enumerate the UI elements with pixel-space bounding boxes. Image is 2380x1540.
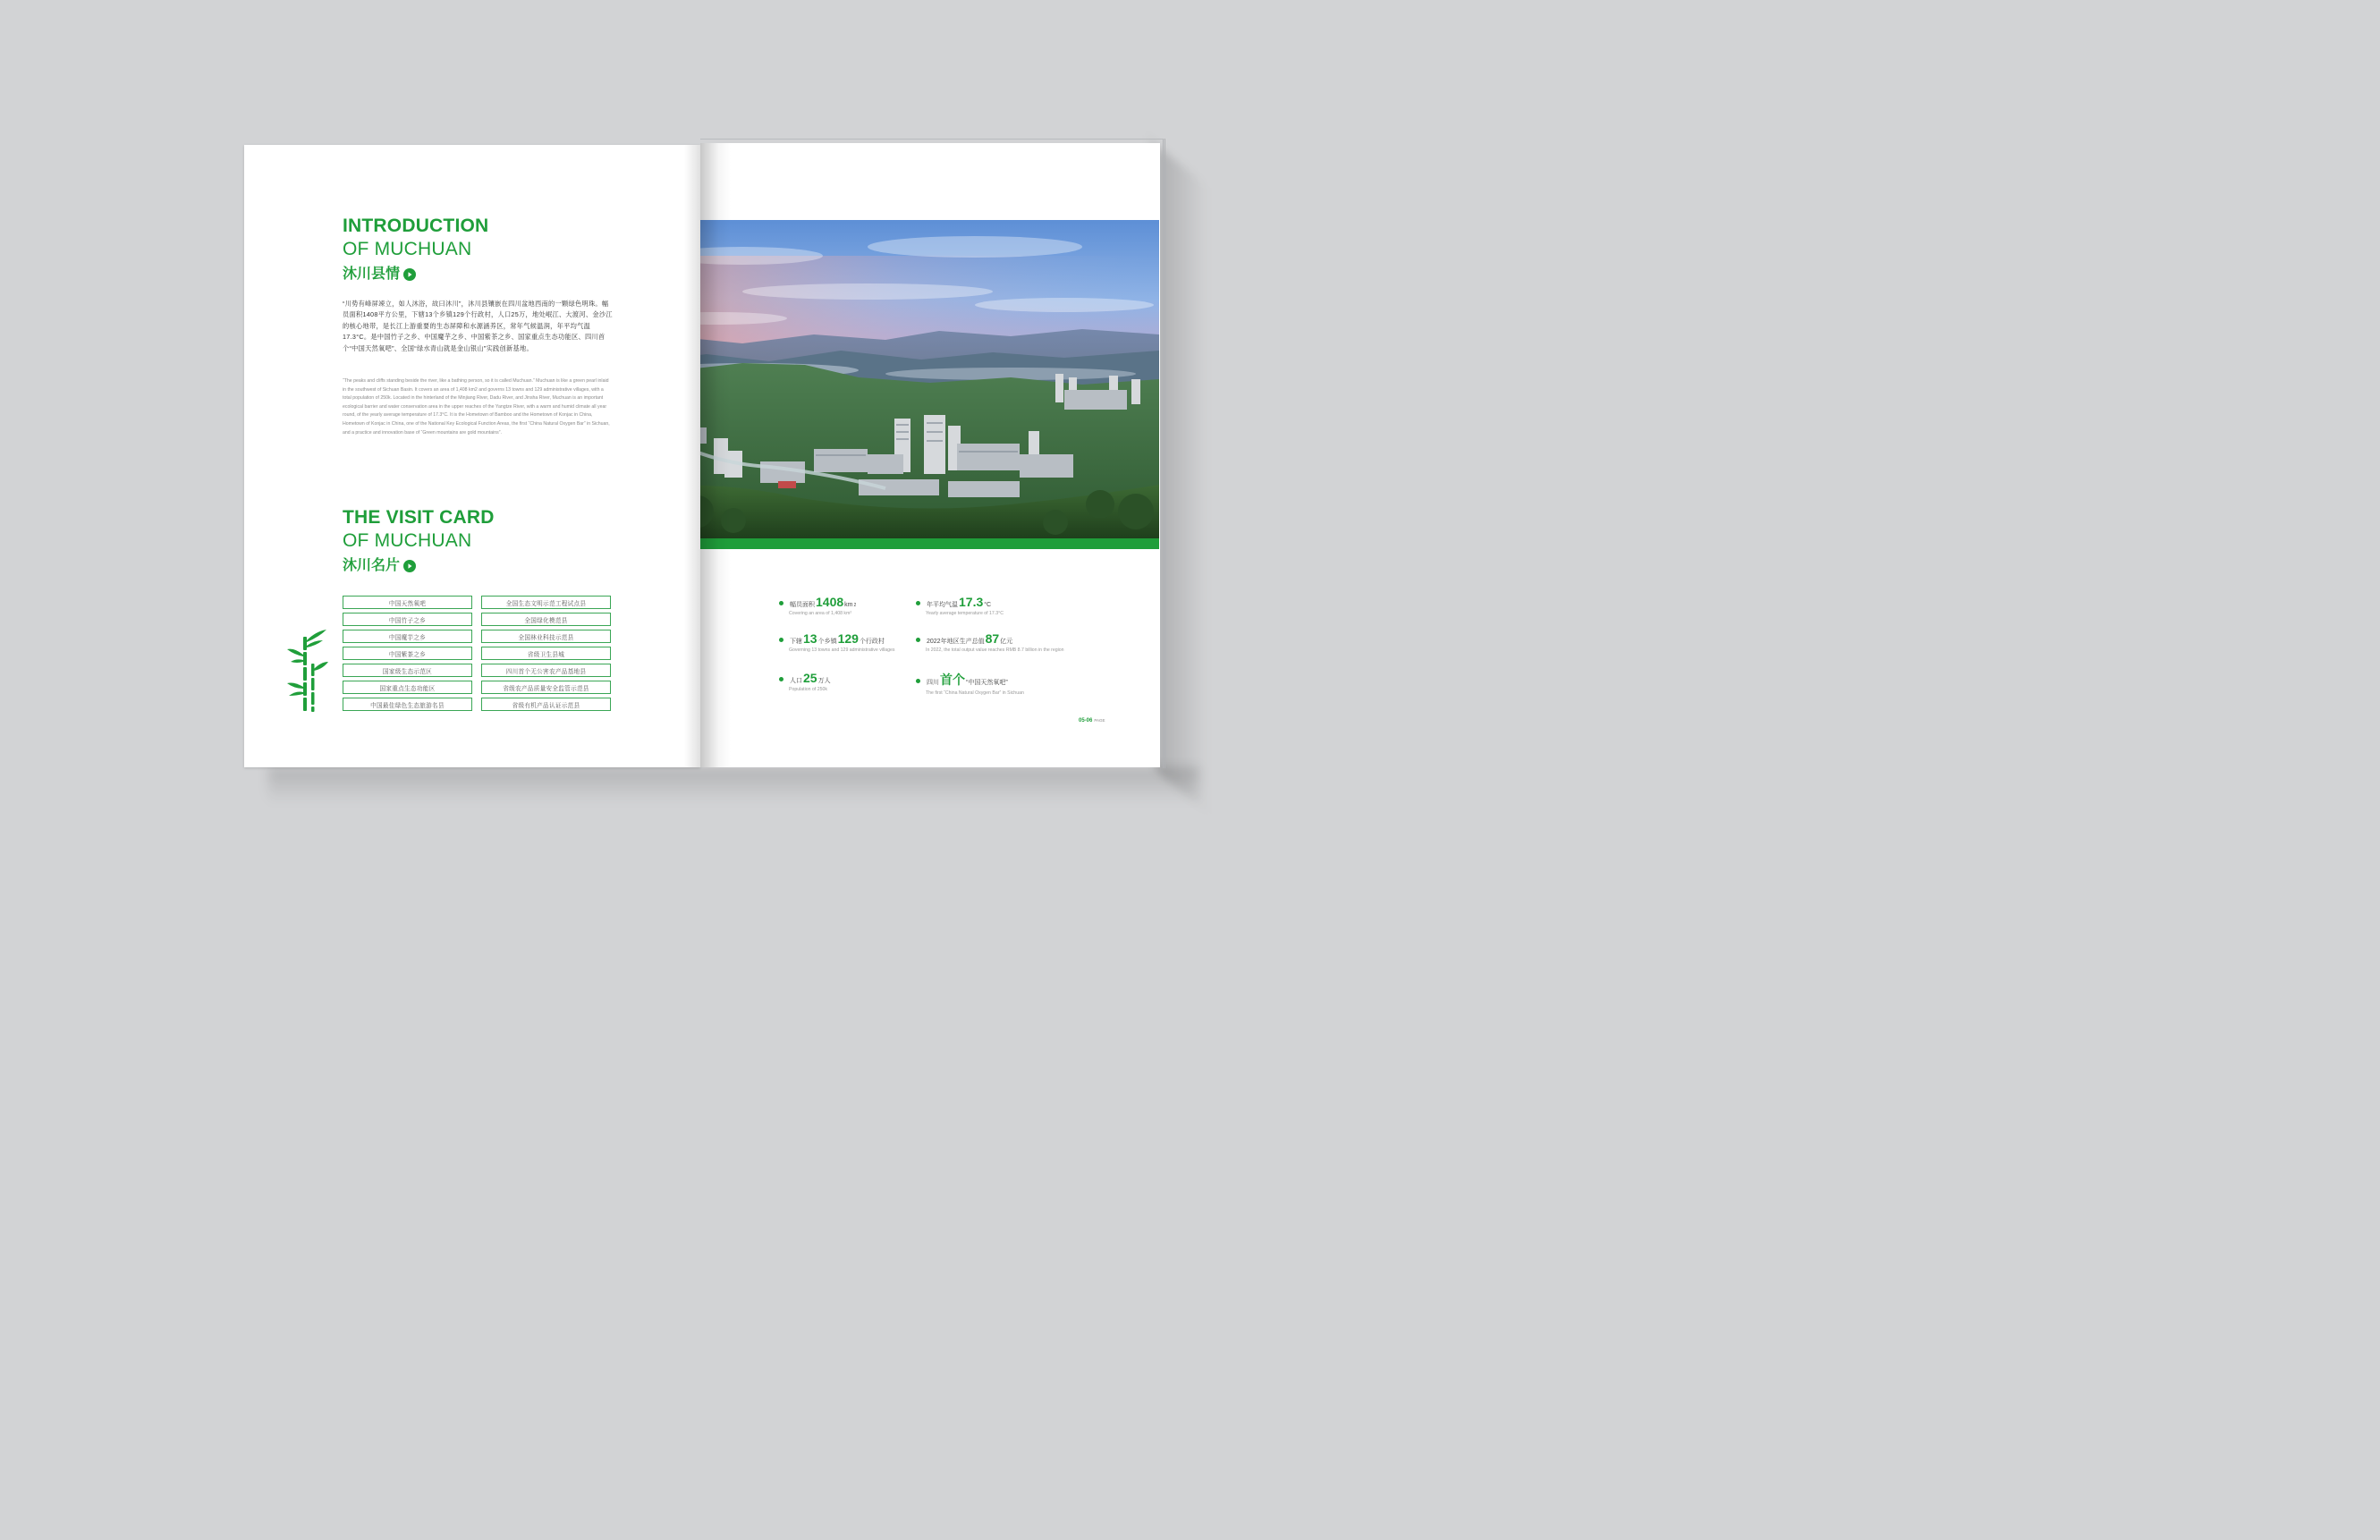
- stat-unit: 亿元: [1000, 639, 1013, 645]
- spine-shadow: [700, 143, 731, 767]
- right-page: [700, 143, 1160, 767]
- stat-value: 1408: [816, 595, 844, 609]
- stat-value: 129: [837, 631, 859, 646]
- page-number-value: 05-06: [1079, 718, 1093, 723]
- dot-bullet-icon: [779, 601, 783, 605]
- stat-oxygen-bar: [916, 671, 1082, 697]
- visit-title-cn: 沐川名片: [343, 558, 401, 573]
- dot-bullet-icon: [916, 601, 920, 605]
- stat-unit: 个乡镇: [817, 639, 837, 645]
- left-page: [244, 145, 700, 767]
- visit-card-item: 国家重点生态功能区: [343, 681, 472, 694]
- intro-body-cn: “川势有峰屏竦立，如人沐浴，故曰沐川”，沐川县镶嵌在四川盆地西南的一颗绿色明珠。幅员面积1408平方公里，下辖13个乡镇129个行政村，人口25万，地处岷江、大渡河、金沙江的核心地带，是长江上游重要的生态屏障和水源涵养区，常年气候温润，年平均气温17.3°C。是中国竹子之乡、中国魔芋之乡、中国紫茶之乡、国家重点生态功能区、四川首个“中国天然氧吧”、全国“绿水青山就是金山银山”实践创新基地。: [343, 300, 613, 352]
- stat-label: 下辖: [790, 639, 802, 645]
- stat-value: 13: [803, 631, 817, 646]
- visit-card-item: 省级有机产品认证示范县: [481, 698, 611, 711]
- stat-label: 年平均气温: [927, 602, 958, 608]
- photo-accent-bar: [700, 538, 1159, 549]
- visit-card-item: 四川首个无公害农产品基地县: [481, 664, 611, 677]
- visit-title-bold: THE VISIT CARD: [343, 507, 495, 528]
- visit-card-grid: [343, 596, 612, 711]
- page-number-label: PAGE: [1094, 718, 1105, 723]
- dot-bullet-icon: [779, 677, 783, 681]
- intro-title-light: OF MUCHUAN: [343, 239, 472, 259]
- intro-title-cn-row: [343, 263, 488, 286]
- visit-card-item: 全国绿化模范县: [481, 613, 611, 626]
- visit-card-item: 中国最佳绿色生态旅游名县: [343, 698, 472, 711]
- stat-towns: [779, 631, 896, 654]
- dot-bullet-icon: [779, 638, 783, 642]
- visit-card-item: 中国天然氧吧: [343, 596, 472, 609]
- dot-bullet-icon: [916, 638, 920, 642]
- visit-card-item: 全国林业科技示范县: [481, 630, 611, 643]
- intro-heading: [343, 215, 488, 286]
- stat-value: 17.3: [959, 595, 984, 609]
- stat-unit: “中国天然氧吧”: [966, 680, 1008, 686]
- bamboo-icon: [285, 628, 330, 718]
- stat-label: 幅员面积: [790, 602, 815, 608]
- intro-title-bold: INTRODUCTION: [343, 216, 489, 236]
- visit-title-cn-row: [343, 554, 495, 578]
- city-landscape-photo: [700, 220, 1159, 538]
- visit-card-item: 省级卫生县城: [481, 647, 611, 660]
- stat-unit-sup: 2: [853, 603, 857, 608]
- visit-card-item: 国家级生态示范区: [343, 664, 472, 677]
- stat-label: 人口: [790, 678, 802, 684]
- stat-unit: °C: [984, 602, 992, 608]
- stat-unit: 个行政村: [859, 639, 885, 645]
- stat-en: Yearly average temperature of 17.3°C: [926, 611, 1004, 616]
- stat-en: Governing 13 towns and 129 administrative villages: [789, 647, 895, 653]
- page-number: [1079, 718, 1105, 723]
- visit-card-item: 中国竹子之乡: [343, 613, 472, 626]
- book-shadow-bottom: [268, 767, 1198, 803]
- stat-temperature: [916, 595, 1082, 617]
- visit-card-item: 省级农产品质量安全监管示范县: [481, 681, 611, 694]
- stat-gdp: [916, 631, 1122, 654]
- stat-en: Population of 250k: [789, 687, 827, 692]
- dot-bullet-icon: [916, 679, 920, 683]
- stat-value: 首个: [940, 673, 965, 687]
- stat-en: Covering an area of 1,408 km²: [789, 611, 852, 616]
- stat-en: The first “China Natural Oxygen Bar” in Sichuan: [926, 690, 1024, 696]
- visit-card-item: 中国魔芋之乡: [343, 630, 472, 643]
- stat-label: 四川: [927, 680, 939, 686]
- stat-value: 25: [803, 671, 817, 685]
- play-circle-icon: [403, 560, 416, 572]
- intro-title-cn: 沐川县情: [343, 267, 401, 282]
- stat-unit: 万人: [817, 678, 831, 684]
- spine-shadow: [684, 145, 700, 767]
- visit-card-item: 中国紫茶之乡: [343, 647, 472, 660]
- stat-label: 2022年地区生产总值: [927, 639, 985, 645]
- visit-title-light: OF MUCHUAN: [343, 530, 472, 551]
- stat-en: In 2022, the total output value reaches RMB 8.7 billion in the region: [926, 647, 1064, 653]
- visit-card-item: 全国生态文明示范工程试点县: [481, 596, 611, 609]
- play-circle-icon: [403, 268, 416, 281]
- stat-unit: km: [844, 602, 853, 608]
- stat-value: 87: [985, 631, 1000, 646]
- visit-heading: [343, 506, 495, 578]
- intro-body-en: “The peaks and cliffs standing beside the river, like a bathing person, so it is called Muchuan.” Muchuan is like a green pearl inlaid in the southwest of Sichuan Basin. It covers an area of 1,408 km2 and governs 13 towns and 129 administrative villages, with a total population of 250k. Located in the hinterland of the Minjiang River, Dadu River, and Jinsha River, Muchuan is an important ecological barrier and water conservation area in the upper reaches of the Yangtze River, with a warm and humid climate all year round, of the yearly average temperature of 17.3°C. It is the Hometown of Bamboo and the Hometown of Konjac in China, Hometown of Konjac in China, one of the National Key Ecological Function Areas, the first “China Natural Oxygen Bar” in Sichuan, and a practice and innovation base of “Green mountains are gold mountains”.: [343, 378, 610, 436]
